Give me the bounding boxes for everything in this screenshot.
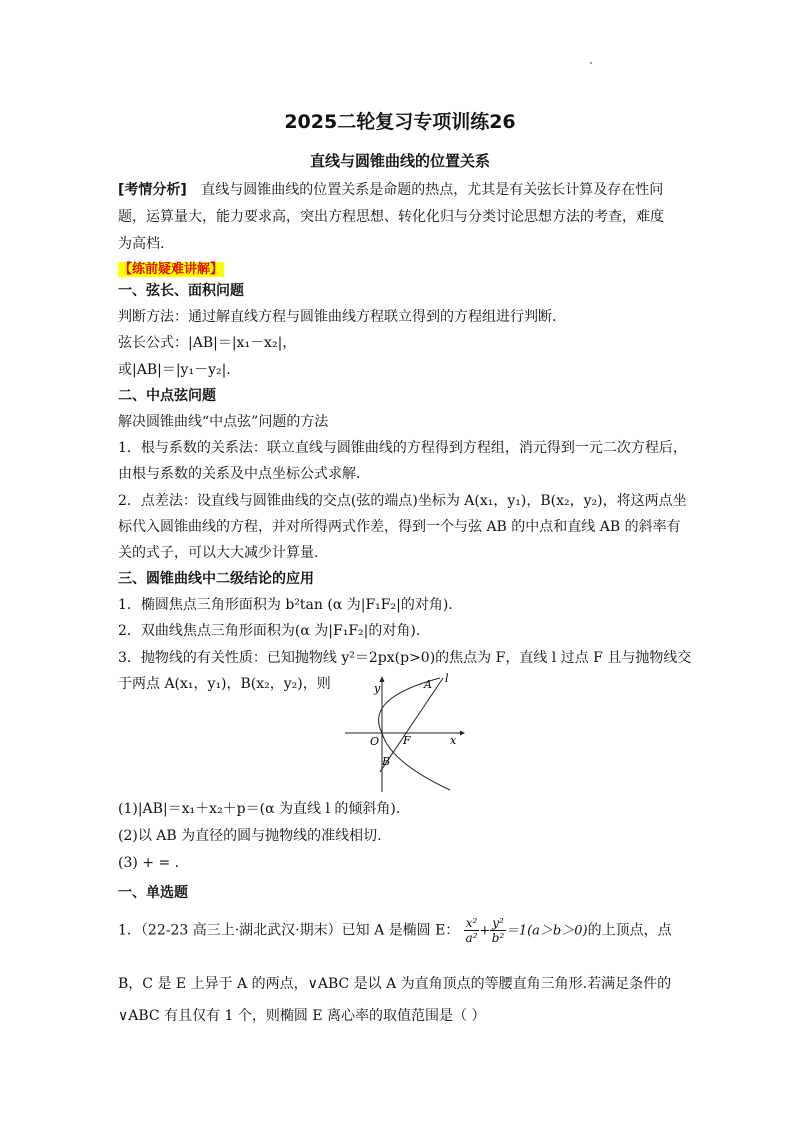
parabola-figure (340, 672, 465, 797)
property-3: (3) + = . (118, 855, 180, 871)
formula-frac-y (490, 916, 506, 945)
label-x: x (450, 734, 457, 747)
section-3-item-1: 1．椭圆焦点三角形面积为 b²tan (α 为|F₁F₂|的对角). (118, 597, 453, 613)
x-axis-arrow (460, 731, 465, 736)
formula-frac-x (464, 916, 480, 945)
section-1-line-1: 判断方法：通过解直线方程与圆锥曲线方程联立得到的方程组进行判断. (118, 309, 557, 325)
property-1: (1)|AB|＝x₁＋x₂＋p＝(α 为直线 l 的倾斜角). (118, 801, 401, 817)
parabola-curve (379, 678, 450, 790)
question-1-line-3: ∨ABC 有且仅有 1 个，则椭圆 E 离心率的取值范围是（ ） (118, 1008, 486, 1024)
section-2-item-2c: 关的式子，可以大大减少计算量. (118, 545, 319, 561)
page-subtitle: 直线与圆锥曲线的位置关系 (309, 152, 490, 170)
section-2-line-1: 解决圆锥曲线“中点弦”问题的方法 (118, 414, 329, 430)
section-1-heading: 一、弦长、面积问题 (118, 283, 244, 299)
question-1-line-1: 1．（22-23 高三上·湖北武汉·期末）已知 A 是椭圆 E： $\frac{\text{x²}}{\text{a²}}$ + $\frac{\text{y²}}{\text{b²}}$ ＝1(a＞b＞0)的上顶点，点 (118, 916, 672, 945)
y-axis-arrow (380, 676, 385, 682)
section-2-item-1b: 由根与系数的关系及中点坐标公式求解. (118, 466, 361, 482)
question-1-prefix: 1．（22-23 高三上·湖北武汉·期末）已知 A 是椭圆 E： (118, 922, 460, 939)
single-choice-heading: 一、单选题 (118, 885, 188, 901)
label-b: B (382, 755, 391, 768)
label-l: l (445, 672, 449, 685)
property-2: (2)以 AB 为直径的圆与抛物线的准线相切. (118, 828, 382, 844)
analysis-text-1: 直线与圆锥曲线的位置关系是命题的热点，尤其是有关弦长计算及存在性问 (201, 182, 664, 198)
section-2-heading: 二、中点弦问题 (118, 388, 216, 404)
section-2-item-1a: 1．根与系数的关系法：联立直线与圆锥曲线的方程得到方程组，消元得到一元二次方程后， (118, 440, 687, 456)
formula-frac-x-num: x² (465, 916, 478, 930)
label-y: y (374, 682, 381, 695)
section-1-line-3: 或|AB|＝|y₁－y₂|. (118, 362, 231, 378)
formula-frac-y-num: y² (492, 916, 504, 930)
section-3-item-3a: 3．抛物线的有关性质：已知抛物线 y²＝2px(p>0)的焦点为 F，直线 l 过点 F 且与抛物线交 (118, 650, 692, 666)
analysis-line-1 (118, 177, 693, 204)
formula-frac-y-den: b² (491, 931, 505, 945)
analysis-line-3: 为高档. (118, 236, 165, 252)
label-f: F (403, 734, 411, 747)
question-1-suffix: 的上顶点，点 (587, 922, 672, 939)
page-speck (590, 62, 592, 64)
formula-frac-x-den: a² (465, 931, 478, 945)
section-1-line-2: 弦长公式：|AB|＝|x₁－x₂|， (118, 335, 297, 351)
formula-rest: ＝1(a＞b＞0) (505, 923, 588, 939)
page-title: 2025二轮复习专项训练26 (284, 111, 516, 133)
analysis-label: [考情分析] (118, 182, 187, 198)
section-2-item-2a: 2．点差法：设直线与圆锥曲线的交点(弦的端点)坐标为 A(x₁，y₁)，B(x₂，y₂)，将这两点坐 (118, 493, 687, 509)
analysis-line-2: 题，运算量大，能力要求高，突出方程思想、转化化归与分类讨论思想方法的考查，难度 (118, 209, 664, 225)
section-3-item-3b: 于两点 A(x₁，y₁)，B(x₂，y₂)，则 (118, 676, 331, 692)
section-2-item-2b: 标代入圆锥曲线的方程，并对所得两式作差，得到一个与弦 AB 的中点和直线 AB 的斜率有 (118, 519, 681, 535)
section-3-item-2: 2．双曲线焦点三角形面积为(α 为|F₁F₂|的对角). (118, 623, 421, 639)
practice-badge: 【练前疑难讲解】 (119, 262, 224, 277)
section-3-heading: 三、圆锥曲线中二级结论的应用 (118, 571, 314, 587)
question-1-line-2: B，C 是 E 上异于 A 的两点，∨ABC 是以 A 为直角顶点的等腰直角三角形.若满足条件的 (118, 976, 672, 992)
label-a: A (424, 678, 432, 691)
label-o: O (370, 735, 380, 748)
